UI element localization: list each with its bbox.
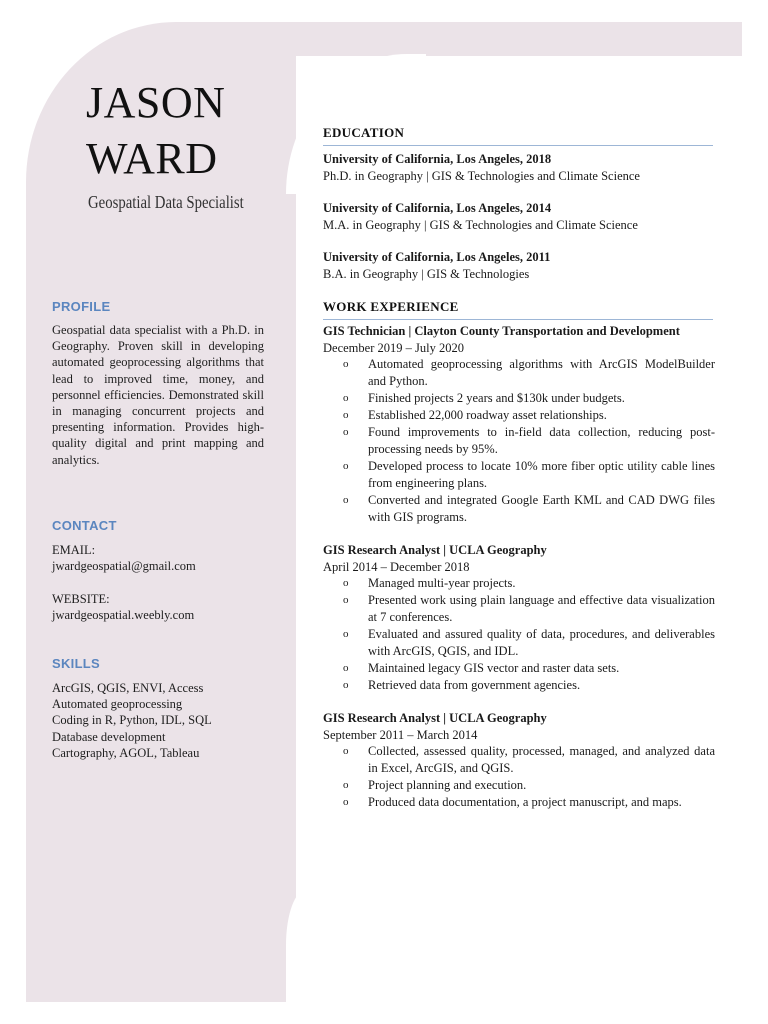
job-bullet [323, 424, 715, 458]
bullet-text: Project planning and execution. [368, 778, 527, 792]
bullet-marker: o [343, 358, 349, 370]
job-dates: September 2011 – March 2014 [323, 727, 478, 742]
education-degree: M.A. in Geography | GIS & Technologies and Climate Science [323, 217, 638, 232]
bullet-text: Retrieved data from government agencies. [368, 678, 581, 692]
bullet-marker: o [343, 796, 349, 808]
job-dates: December 2019 – July 2020 [323, 340, 464, 355]
email-value[interactable]: jwardgeospatial@gmail.com [52, 559, 196, 573]
email-label: EMAIL: [52, 543, 96, 557]
job-entry [323, 710, 715, 811]
bullet-text: Produced data documentation, a project manuscript, and maps. [368, 795, 682, 809]
job-bullet [323, 777, 715, 794]
bullet-text: Presented work using plain language and effective data visualization at 7 conferences. [368, 593, 715, 624]
bullet-text: Evaluated and assured quality of data, procedures, and deliverables with ArcGIS, QGIS, and IDL. [368, 627, 715, 658]
skill-item: Automated geoprocessing [52, 697, 183, 712]
bullet-marker: o [343, 426, 349, 438]
job-bullet [323, 390, 715, 407]
education-entry [323, 249, 715, 282]
bullet-text: Converted and integrated Google Earth KML and CAD DWG files with GIS programs. [368, 493, 715, 524]
skill-item: ArcGIS, QGIS, ENVI, Access [52, 681, 204, 695]
education-entry [323, 151, 715, 184]
bullet-marker: o [343, 392, 349, 404]
education-school: University of California, Los Angeles, 2011 [323, 250, 551, 264]
bullet-marker: o [343, 460, 349, 472]
bullet-text: Automated geoprocessing algorithms with ArcGIS ModelBuilder and Python. [368, 357, 715, 388]
job-bullet [323, 407, 715, 424]
work-list [323, 323, 715, 827]
bullet-marker: o [343, 409, 349, 421]
website-value[interactable]: jwardgeospatial.weebly.com [52, 608, 195, 622]
job-bullet [323, 677, 715, 694]
profile-heading: PROFILE [52, 299, 111, 314]
education-school: University of California, Los Angeles, 2018 [323, 152, 552, 166]
bullet-marker: o [343, 745, 349, 757]
skill-item: Coding in R, Python, IDL, SQL [52, 713, 212, 728]
header-band [250, 22, 742, 56]
job-bullet [323, 575, 715, 592]
job-bullet [323, 660, 715, 677]
education-list [323, 151, 715, 282]
work-heading: WORK EXPERIENCE [323, 299, 713, 320]
job-bullet [323, 356, 715, 390]
bullet-marker: o [343, 679, 349, 691]
name-last: WARD [86, 134, 218, 183]
name-first: JASON [86, 78, 226, 127]
job-bullet-list [323, 356, 715, 526]
bullet-marker: o [343, 779, 349, 791]
education-degree: Ph.D. in Geography | GIS & Technologies and Climate Science [323, 168, 640, 183]
contact-heading: CONTACT [52, 518, 117, 533]
education-school: University of California, Los Angeles, 2014 [323, 201, 552, 215]
job-dates: April 2014 – December 2018 [323, 559, 470, 574]
bullet-text: Found improvements to in-field data collection, reducing post-processing needs by 95%. [368, 425, 715, 456]
bullet-text: Collected, assessed quality, processed, managed, and analyzed data in Excel, ArcGIS, and QGIS. [368, 744, 715, 775]
job-bullet-list [323, 575, 715, 694]
bullet-text: Established 22,000 roadway asset relationships. [368, 408, 607, 422]
bullet-text: Finished projects 2 years and $130k under budgets. [368, 391, 625, 405]
website-label: WEBSITE: [52, 592, 110, 606]
bullet-marker: o [343, 494, 349, 506]
job-title: GIS Research Analyst | UCLA Geography [323, 711, 547, 725]
job-bullet [323, 794, 715, 811]
bullet-marker: o [343, 577, 349, 589]
job-bullet [323, 458, 715, 492]
bullet-marker: o [343, 628, 349, 640]
bullet-marker: o [343, 662, 349, 674]
skill-item: Cartography, AGOL, Tableau [52, 745, 200, 760]
job-bullet [323, 743, 715, 777]
education-entry [323, 200, 715, 233]
skills-heading: SKILLS [52, 656, 101, 671]
job-entry [323, 323, 715, 526]
job-title: GIS Technician | Clayton County Transportation and Development [323, 324, 680, 338]
bullet-text: Managed multi-year projects. [368, 576, 516, 590]
job-bullet [323, 626, 715, 660]
bullet-marker: o [343, 594, 349, 606]
job-bullet [323, 492, 715, 526]
skill-item: Database development [52, 729, 166, 744]
job-entry [323, 542, 715, 694]
education-heading: EDUCATION [323, 125, 713, 146]
job-bullet [323, 592, 715, 626]
bullet-text: Developed process to locate 10% more fiber optic utility cable lines from engineering plans. [368, 459, 715, 490]
skills-list [52, 680, 264, 761]
profile-text: Geospatial data specialist with a Ph.D. in Geography. Proven skill in developing automated geoprocessing algorithms that lead to improved time, money, and personnel efficiencies. Demonstrated skill in managing concurrent projects and presenting information. Provides high-quality digital and print mapping and analytics. [52, 323, 264, 467]
bullet-text: Maintained legacy GIS vector and raster data sets. [368, 661, 620, 675]
job-bullet-list [323, 743, 715, 811]
job-title: GIS Research Analyst | UCLA Geography [323, 543, 547, 557]
education-degree: B.A. in Geography | GIS & Technologies [323, 266, 530, 281]
job-title: Geospatial Data Specialist [88, 192, 244, 212]
